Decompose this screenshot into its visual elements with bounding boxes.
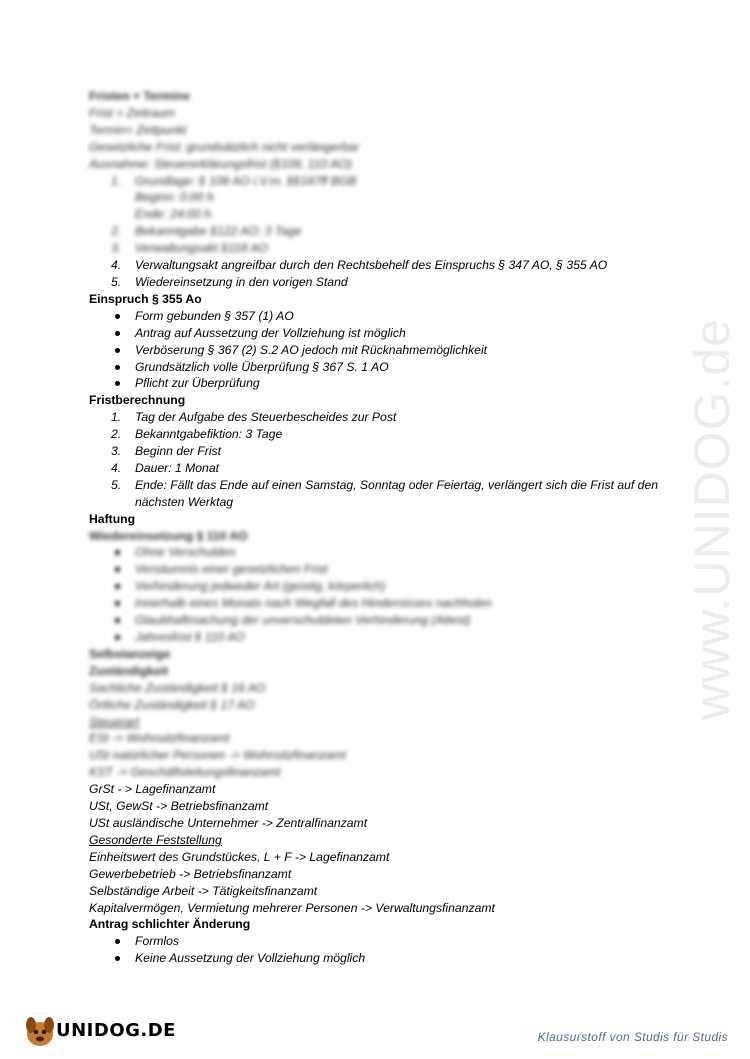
list-text: Wiedereinsetzung in den vorigen Stand bbox=[135, 274, 348, 289]
logo-text: UNIDOG.DE bbox=[56, 1020, 176, 1041]
list-item bbox=[89, 173, 679, 190]
list-number: 3. bbox=[111, 241, 122, 256]
document-content bbox=[89, 88, 679, 967]
bullet-icon bbox=[115, 939, 120, 944]
list-item bbox=[89, 240, 679, 257]
list-item bbox=[89, 561, 679, 578]
list-text: Grundsätzlich volle Überprüfung § 367 S. 1 AO bbox=[135, 359, 389, 374]
list-text: Keine Aussetzung der Vollziehung möglich bbox=[135, 951, 366, 966]
list-item bbox=[89, 223, 679, 240]
list-number: 4. bbox=[111, 460, 122, 475]
list-text: Ohne Verschulden bbox=[135, 545, 236, 560]
list-number: 1. bbox=[111, 410, 122, 425]
list-text: Ende: Fällt das Ende auf einen Samstag, Sonntag oder Feiertag, verlängert sich die Frist auf den nächsten Werktag bbox=[135, 477, 659, 509]
list-item bbox=[89, 426, 679, 443]
text-line: KST -> Geschäftsleitungsfinanzamt bbox=[89, 765, 281, 780]
list-item bbox=[89, 274, 679, 291]
list-text: Formlos bbox=[135, 934, 180, 949]
list-item bbox=[89, 612, 679, 629]
bullet-icon bbox=[115, 331, 120, 336]
list-number: 5. bbox=[111, 274, 122, 289]
section-heading: Selbstanzeige bbox=[89, 646, 171, 661]
numbered-list bbox=[89, 409, 679, 510]
list-text: Bekanntgabefiktion: 3 Tage bbox=[135, 427, 283, 442]
list-text: Dauer: 1 Monat bbox=[135, 460, 220, 475]
text-line: Sachliche Zuständigkeit § 16 AO bbox=[89, 680, 266, 695]
list-number: 5. bbox=[111, 477, 122, 492]
list-text: Form gebunden § 357 (1) AO bbox=[135, 308, 294, 323]
bullet-icon bbox=[115, 314, 120, 319]
list-item bbox=[89, 308, 679, 325]
list-text: Innerhalb eines Monats nach Wegfall des Hindernisses nachholen bbox=[135, 596, 492, 611]
list-number: 1. bbox=[111, 173, 122, 188]
bullet-icon bbox=[115, 550, 120, 555]
text-line: USt natürlicher Personen -> Wohnsitzfinanzamt bbox=[89, 748, 347, 763]
text-line: Gesetzliche Frist: grundsätzlich nicht verlängerbar bbox=[89, 139, 360, 154]
list-item bbox=[89, 325, 679, 342]
section-heading: Fristen + Termine bbox=[89, 89, 191, 103]
section-heading: Haftung bbox=[89, 511, 136, 526]
list-subline bbox=[89, 206, 679, 223]
list-number: 3. bbox=[111, 444, 122, 459]
subheading: Gesonderte Feststellung bbox=[89, 832, 222, 847]
subheading: Steuerart bbox=[89, 714, 140, 729]
list-text: Glaubhaftmachung der unverschuldeten Verhinderung (Attest) bbox=[135, 613, 471, 628]
text-line: USt ausländische Unternehmer -> Zentralfinanzamt bbox=[89, 815, 368, 830]
list-item bbox=[89, 257, 679, 274]
list-item bbox=[89, 477, 679, 511]
list-item bbox=[89, 342, 679, 359]
list-text: Verwaltungsakt angreifbar durch den Rechtsbehelf des Einspruchs § 347 AO, § 355 AO bbox=[135, 258, 608, 273]
bullet-icon bbox=[115, 381, 120, 386]
text-line: Ausnahme: Steuererklärungsfrist (§109, 110 AO) bbox=[89, 156, 352, 171]
bullet-list bbox=[89, 308, 679, 393]
list-item bbox=[89, 375, 679, 392]
list-item bbox=[89, 443, 679, 460]
text-line: Termin= Zeitpunkt bbox=[89, 122, 187, 137]
list-item bbox=[89, 578, 679, 595]
section-heading: Antrag schlichter Änderung bbox=[89, 917, 251, 932]
text-line: GrSt - > Lagefinanzamt bbox=[89, 782, 216, 797]
bullet-icon bbox=[115, 618, 120, 623]
list-text: Verhinderung jedweder Art (geistig, körperlich) bbox=[135, 579, 386, 594]
bullet-icon bbox=[115, 365, 120, 370]
list-text: Verwaltungsakt §118 AO bbox=[135, 241, 269, 256]
watermark: www.UNIDOG.de bbox=[684, 318, 740, 720]
bullet-icon bbox=[115, 567, 120, 572]
text-line: Frist = Zeitraum bbox=[89, 105, 175, 120]
list-text: Antrag auf Aussetzung der Vollziehung ist möglich bbox=[135, 325, 406, 340]
list-item bbox=[89, 409, 679, 426]
list-item bbox=[89, 933, 679, 950]
bullet-list bbox=[89, 544, 679, 645]
list-number: 4. bbox=[111, 258, 122, 273]
list-item bbox=[89, 595, 679, 612]
list-item bbox=[89, 544, 679, 561]
list-item bbox=[89, 460, 679, 477]
list-text: Grundlage: § 108 AO i.V.m. §§187ff BGB bbox=[135, 173, 357, 188]
footer-tagline: Klausurstoff von Studis für Studis bbox=[537, 1030, 728, 1044]
list-number: 2. bbox=[111, 224, 122, 239]
list-text: Jahresfrist § 110 AO bbox=[135, 630, 245, 644]
text-line: Gewerbebetrieb -> Betriebsfinanzamt bbox=[89, 866, 292, 881]
list-text: Tag der Aufgabe des Steuerbescheides zur Post bbox=[135, 410, 397, 425]
numbered-list bbox=[89, 173, 679, 291]
list-text: Ende: 24:00 h bbox=[135, 207, 211, 222]
list-text: Verböserung § 367 (2) S.2 AO jedoch mit Rücknahmemöglichkeit bbox=[135, 342, 488, 357]
list-text: Beginn: 0:00 h bbox=[135, 190, 214, 205]
section-heading: Einspruch § 355 Ao bbox=[89, 291, 202, 306]
bullet-icon bbox=[115, 635, 120, 640]
bullet-icon bbox=[115, 956, 120, 961]
list-item bbox=[89, 629, 679, 646]
bullet-icon bbox=[115, 348, 120, 353]
list-number: 2. bbox=[111, 427, 122, 442]
text-line: ESt -> Wohnsitzfinanzamt bbox=[89, 731, 230, 746]
text-line: Kapitalvermögen, Vermietung mehrerer Personen -> Verwaltungsfinanzamt bbox=[89, 900, 495, 915]
list-text: Pflicht zur Überprüfung bbox=[135, 376, 260, 391]
list-text: Beginn der Frist bbox=[135, 444, 222, 459]
bullet-icon bbox=[115, 601, 120, 606]
section-heading: Wiedereinsetzung § 110 AO bbox=[89, 528, 248, 543]
bullet-icon bbox=[115, 584, 120, 589]
text-line: Einheitswert des Grundstückes, L + F -> Lagefinanzamt bbox=[89, 849, 390, 864]
list-item bbox=[89, 359, 679, 376]
section-heading: Fristberechnung bbox=[89, 393, 186, 408]
list-item bbox=[89, 950, 679, 967]
list-text: Versäumnis einer gesetzlichen Frist bbox=[135, 562, 328, 577]
list-text: Bekanntgabe §122 AO: 3 Tage bbox=[135, 224, 302, 239]
text-line: Örtliche Zuständigkeit § 17 AO bbox=[89, 697, 255, 712]
list-subline bbox=[89, 189, 679, 206]
bullet-list bbox=[89, 933, 679, 967]
text-line: Selbständige Arbeit -> Tätigkeitsfinanzamt bbox=[89, 883, 318, 898]
section-heading: Zuständigkeit bbox=[89, 663, 169, 678]
text-line: USt, GewSt -> Betriebsfinanzamt bbox=[89, 799, 269, 814]
